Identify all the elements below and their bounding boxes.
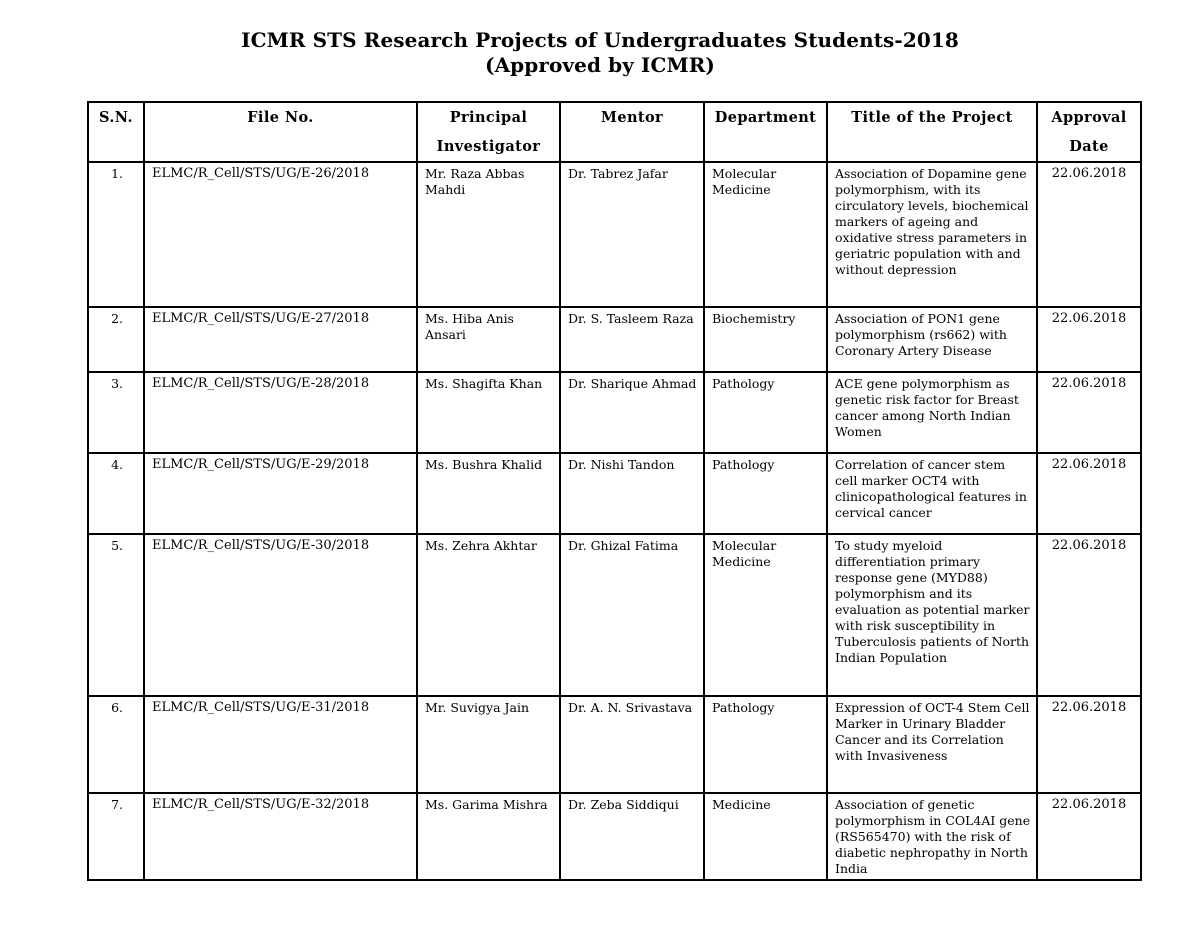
cell-principal-investigator: Ms. Shagifta Khan bbox=[417, 372, 560, 453]
cell-department: Molecular Medicine bbox=[704, 162, 827, 307]
cell-project-title: Association of PON1 gene polymorphism (rs662) with Coronary Artery Disease bbox=[827, 307, 1037, 372]
cell-approval-date: 22.06.2018 bbox=[1037, 307, 1141, 372]
header-approval-date: Approval Date bbox=[1037, 102, 1141, 162]
cell-department: Biochemistry bbox=[704, 307, 827, 372]
cell-file-no: ELMC/R_Cell/STS/UG/E-32/2018 bbox=[144, 793, 417, 880]
cell-project-title: ACE gene polymorphism as genetic risk factor for Breast cancer among North Indian Women bbox=[827, 372, 1037, 453]
cell-department: Pathology bbox=[704, 696, 827, 793]
cell-approval-date: 22.06.2018 bbox=[1037, 696, 1141, 793]
document-subtitle: (Approved by ICMR) bbox=[485, 53, 715, 77]
cell-file-no: ELMC/R_Cell/STS/UG/E-31/2018 bbox=[144, 696, 417, 793]
cell-department: Molecular Medicine bbox=[704, 534, 827, 696]
cell-mentor: Dr. A. N. Srivastava bbox=[560, 696, 704, 793]
cell-department: Pathology bbox=[704, 372, 827, 453]
cell-mentor: Dr. Tabrez Jafar bbox=[560, 162, 704, 307]
cell-approval-date: 22.06.2018 bbox=[1037, 453, 1141, 534]
cell-principal-investigator: Ms. Garima Mishra bbox=[417, 793, 560, 880]
cell-principal-investigator: Ms. Hiba Anis Ansari bbox=[417, 307, 560, 372]
cell-sn: 2. bbox=[88, 307, 144, 372]
cell-principal-investigator: Ms. Bushra Khalid bbox=[417, 453, 560, 534]
cell-project-title: To study myeloid differentiation primary response gene (MYD88) polymorphism and its evaluation as potential marker with risk susceptibility in Tuberculosis patients of North Indian Population bbox=[827, 534, 1037, 696]
table-header-row bbox=[88, 102, 1141, 162]
cell-mentor: Dr. Sharique Ahmad bbox=[560, 372, 704, 453]
cell-sn: 3. bbox=[88, 372, 144, 453]
cell-department: Medicine bbox=[704, 793, 827, 880]
cell-project-title: Expression of OCT-4 Stem Cell Marker in Urinary Bladder Cancer and its Correlation with Invasiveness bbox=[827, 696, 1037, 793]
cell-sn: 5. bbox=[88, 534, 144, 696]
cell-sn: 4. bbox=[88, 453, 144, 534]
cell-principal-investigator: Mr. Suvigya Jain bbox=[417, 696, 560, 793]
cell-mentor: Dr. Ghizal Fatima bbox=[560, 534, 704, 696]
cell-file-no: ELMC/R_Cell/STS/UG/E-29/2018 bbox=[144, 453, 417, 534]
cell-file-no: ELMC/R_Cell/STS/UG/E-30/2018 bbox=[144, 534, 417, 696]
cell-principal-investigator: Ms. Zehra Akhtar bbox=[417, 534, 560, 696]
table-row bbox=[88, 534, 1141, 696]
cell-principal-investigator: Mr. Raza Abbas Mahdi bbox=[417, 162, 560, 307]
document-title: ICMR STS Research Projects of Undergraduates Students-2018 bbox=[241, 28, 959, 52]
table-row bbox=[88, 793, 1141, 880]
cell-sn: 1. bbox=[88, 162, 144, 307]
cell-file-no: ELMC/R_Cell/STS/UG/E-28/2018 bbox=[144, 372, 417, 453]
cell-department: Pathology bbox=[704, 453, 827, 534]
cell-sn: 6. bbox=[88, 696, 144, 793]
projects-table bbox=[87, 101, 1142, 881]
cell-file-no: ELMC/R_Cell/STS/UG/E-26/2018 bbox=[144, 162, 417, 307]
cell-project-title: Correlation of cancer stem cell marker OCT4 with clinicopathological features in cervical cancer bbox=[827, 453, 1037, 534]
cell-approval-date: 22.06.2018 bbox=[1037, 372, 1141, 453]
table-row bbox=[88, 696, 1141, 793]
header-department: Department bbox=[704, 102, 827, 162]
document-header bbox=[0, 28, 1200, 78]
cell-approval-date: 22.06.2018 bbox=[1037, 534, 1141, 696]
header-file-no: File No. bbox=[144, 102, 417, 162]
table-row bbox=[88, 162, 1141, 307]
cell-project-title: Association of genetic polymorphism in COL4AI gene (RS565470) with the risk of diabetic nephropathy in North India bbox=[827, 793, 1037, 880]
table-row bbox=[88, 372, 1141, 453]
cell-approval-date: 22.06.2018 bbox=[1037, 162, 1141, 307]
cell-sn: 7. bbox=[88, 793, 144, 880]
cell-mentor: Dr. S. Tasleem Raza bbox=[560, 307, 704, 372]
cell-mentor: Dr. Nishi Tandon bbox=[560, 453, 704, 534]
cell-mentor: Dr. Zeba Siddiqui bbox=[560, 793, 704, 880]
header-principal-investigator: Principal Investigator bbox=[417, 102, 560, 162]
table-row bbox=[88, 453, 1141, 534]
cell-project-title: Association of Dopamine gene polymorphism, with its circulatory levels, biochemical markers of ageing and oxidative stress parameters in geriatric population with and without depression bbox=[827, 162, 1037, 307]
table-row bbox=[88, 307, 1141, 372]
header-mentor: Mentor bbox=[560, 102, 704, 162]
header-project-title: Title of the Project bbox=[827, 102, 1037, 162]
header-sn: S.N. bbox=[88, 102, 144, 162]
cell-approval-date: 22.06.2018 bbox=[1037, 793, 1141, 880]
cell-file-no: ELMC/R_Cell/STS/UG/E-27/2018 bbox=[144, 307, 417, 372]
